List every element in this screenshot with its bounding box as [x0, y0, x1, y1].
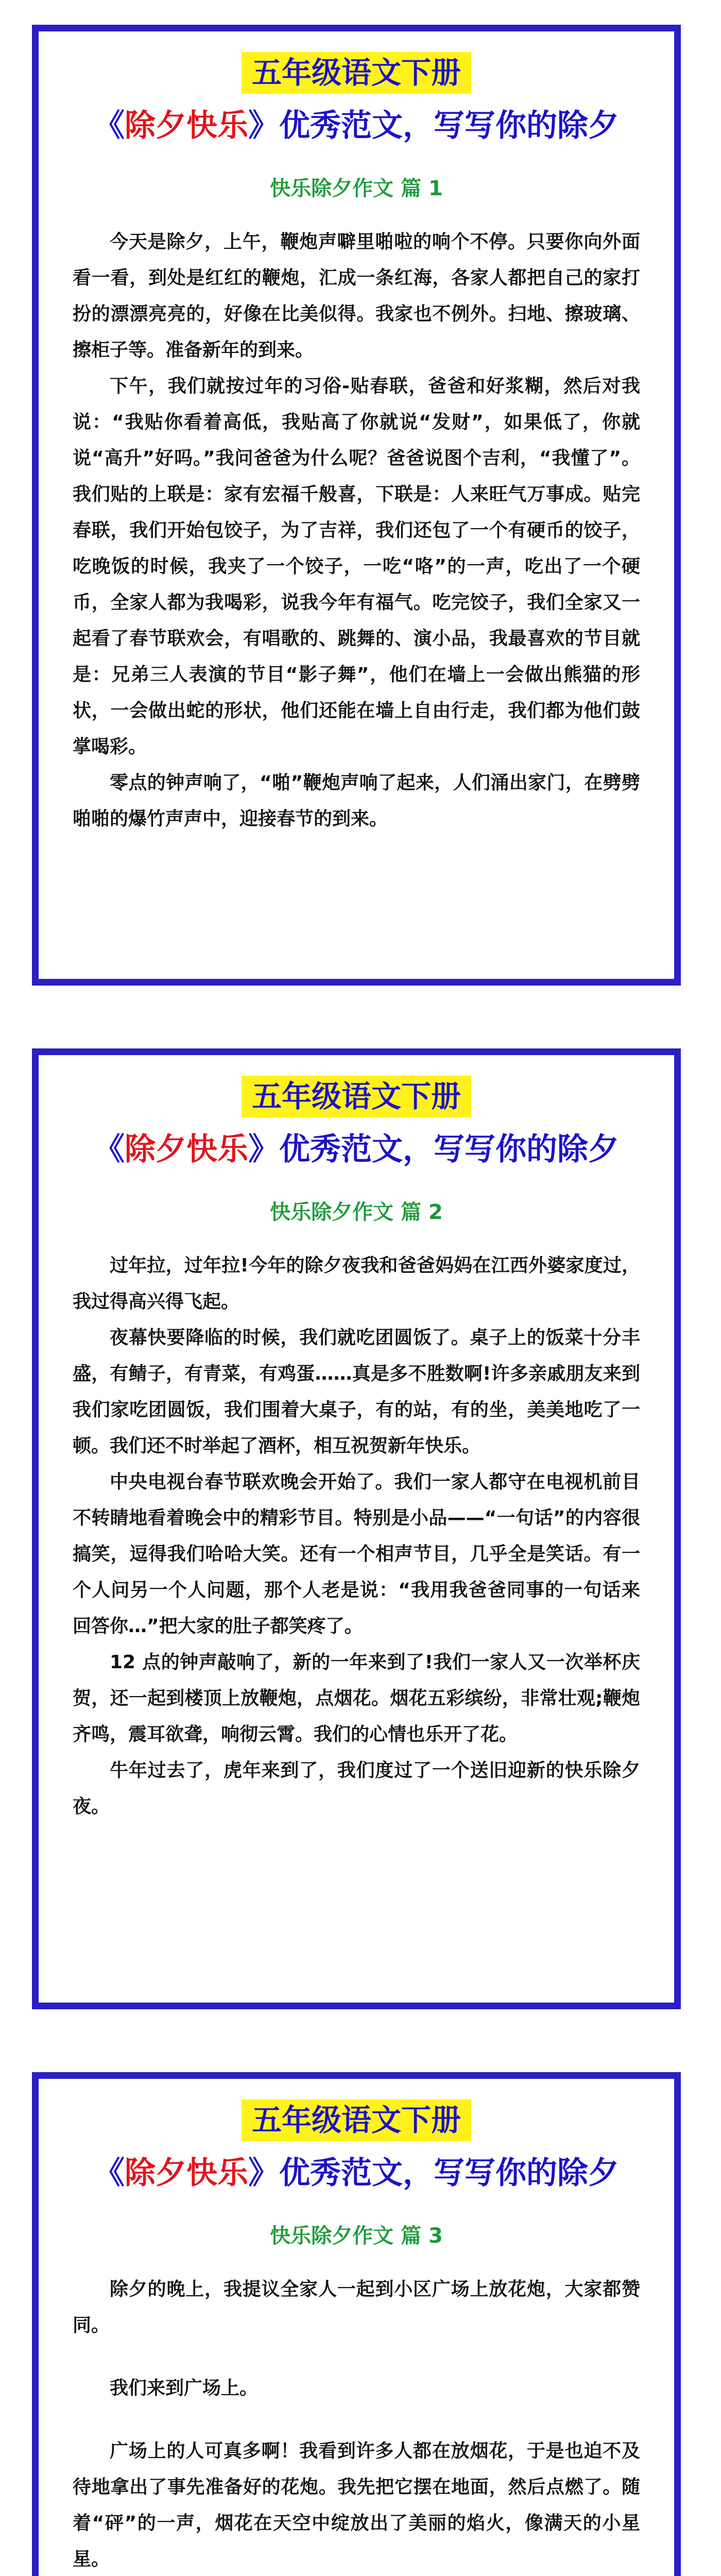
paragraph: 除夕的晚上，我提议全家人一起到小区广场上放花炮，大家都赞同。 [73, 2278, 640, 2336]
paragraph: 中央电视台春节联欢晚会开始了。我们一家人都守在电视机前目不转睛地看着晚会中的精彩节目。特别是小品——“一句话”的内容很搞笑，逗得我们哈哈大笑。还有一个相声节目，几乎全是笑话。有一个人问另一个人问题，那个人老是说：“我用我爸爸同事的一句话来回答你…”把大家的肚子都笑疼了。 [73, 1471, 640, 1637]
grade-badge: 五年级语文下册 [242, 52, 471, 94]
paragraph: 夜幕快要降临的时候，我们就吃团圆饭了。桌子上的饭菜十分丰盛，有鲭子，有青菜，有鸡蛋……真是多不胜数啊!许多亲戚朋友来到我们家吃团圆饭，我们围着大桌子，有的站，有的坐，美美地吃了一顿。我们还不时举起了酒杯，相互祝贺新年快乐。 [73, 1327, 640, 1456]
essay-card-2 [32, 1048, 681, 2009]
essay-body [73, 2272, 640, 2576]
paragraph: 过年拉，过年拉!今年的除夕夜我和爸爸妈妈在江西外婆家度过，我过得高兴得飞起。 [73, 1255, 640, 1312]
page-title: 《除夕快乐》优秀范文，写写你的除夕 [94, 2155, 619, 2191]
title-highlight: 除夕快乐 [125, 1131, 248, 1167]
page-title: 《除夕快乐》优秀范文，写写你的除夕 [94, 1131, 619, 1167]
essay-subtitle: 快乐除夕作文 篇 1 [270, 176, 443, 200]
title-highlight: 除夕快乐 [125, 107, 248, 144]
paragraph: 牛年过去了，虎年来到了，我们度过了一个送旧迎新的快乐除夕夜。 [73, 1759, 640, 1817]
paragraph: 下午，我们就按过年的习俗-贴春联，爸爸和好浆糊，然后对我说：“我贴你看着高低，我贴高了你就说“发财”，如果低了，你就说“高升”好吗。”我问爸爸为什么呢？爸爸说图个吉利，“我懂了”。我们贴的上联是：家有宏福千般喜，下联是：人来旺气万事成。贴完春联，我们开始包饺子，为了吉祥，我们还包了一个有硬币的饺子，吃晚饭的时候，我夹了一个饺子，一吃“咯”的一声，吃出了一个硬币，全家人都为我喝彩，说我今年有福气。吃完饺子，我们全家又一起看了春节联欢会，有唱歌的、跳舞的、演小品，我最喜欢的节目就是：兄弟三人表演的节目“影子舞”，他们在墙上一会做出熊猫的形状，一会做出蛇的形状，他们还能在墙上自由行走，我们都为他们鼓掌喝彩。 [73, 375, 640, 757]
grade-badge: 五年级语文下册 [242, 1076, 471, 1117]
paragraph: 零点的钟声响了，“啪”鞭炮声响了起来，人们涌出家门，在劈劈啪啪的爆竹声声中，迎接春节的到来。 [73, 772, 640, 829]
paragraph: 广场上的人可真多啊！我看到许多人都在放烟花，于是也迫不及待地拿出了事先准备好的花炮。我先把它摆在地面，然后点燃了。随着“砰”的一声，烟花在天空中绽放出了美丽的焰火，像满天的小星星。 [73, 2440, 640, 2570]
essay-subtitle: 快乐除夕作文 篇 2 [270, 1200, 443, 1224]
paragraph: 今天是除夕，上午，鞭炮声噼里啪啦的响个不停。只要你向外面看一看，到处是红红的鞭炮，汇成一条红海，各家人都把自己的家打扮的漂漂亮亮的，好像在比美似得。我家也不例外。扫地、擦玻璃、擦柜子等。准备新年的到来。 [73, 231, 640, 361]
essay-card-1 [32, 25, 681, 986]
title-highlight: 除夕快乐 [125, 2155, 248, 2191]
essay-body [73, 224, 640, 837]
paragraph: 12 点的钟声敲响了，新的一年来到了!我们一家人又一次举杯庆贺，还一起到楼顶上放鞭炮，点烟花。烟花五彩缤纷，非常壮观;鞭炮齐鸣，震耳欲聋，响彻云霄。我们的心情也乐开了花。 [73, 1651, 640, 1745]
essay-subtitle: 快乐除夕作文 篇 3 [270, 2224, 443, 2248]
essay-body [73, 1248, 640, 1825]
grade-badge: 五年级语文下册 [242, 2099, 471, 2141]
essay-card-3 [32, 2072, 681, 2576]
paragraph: 我们来到广场上。 [110, 2377, 259, 2399]
page-title: 《除夕快乐》优秀范文，写写你的除夕 [94, 107, 619, 144]
